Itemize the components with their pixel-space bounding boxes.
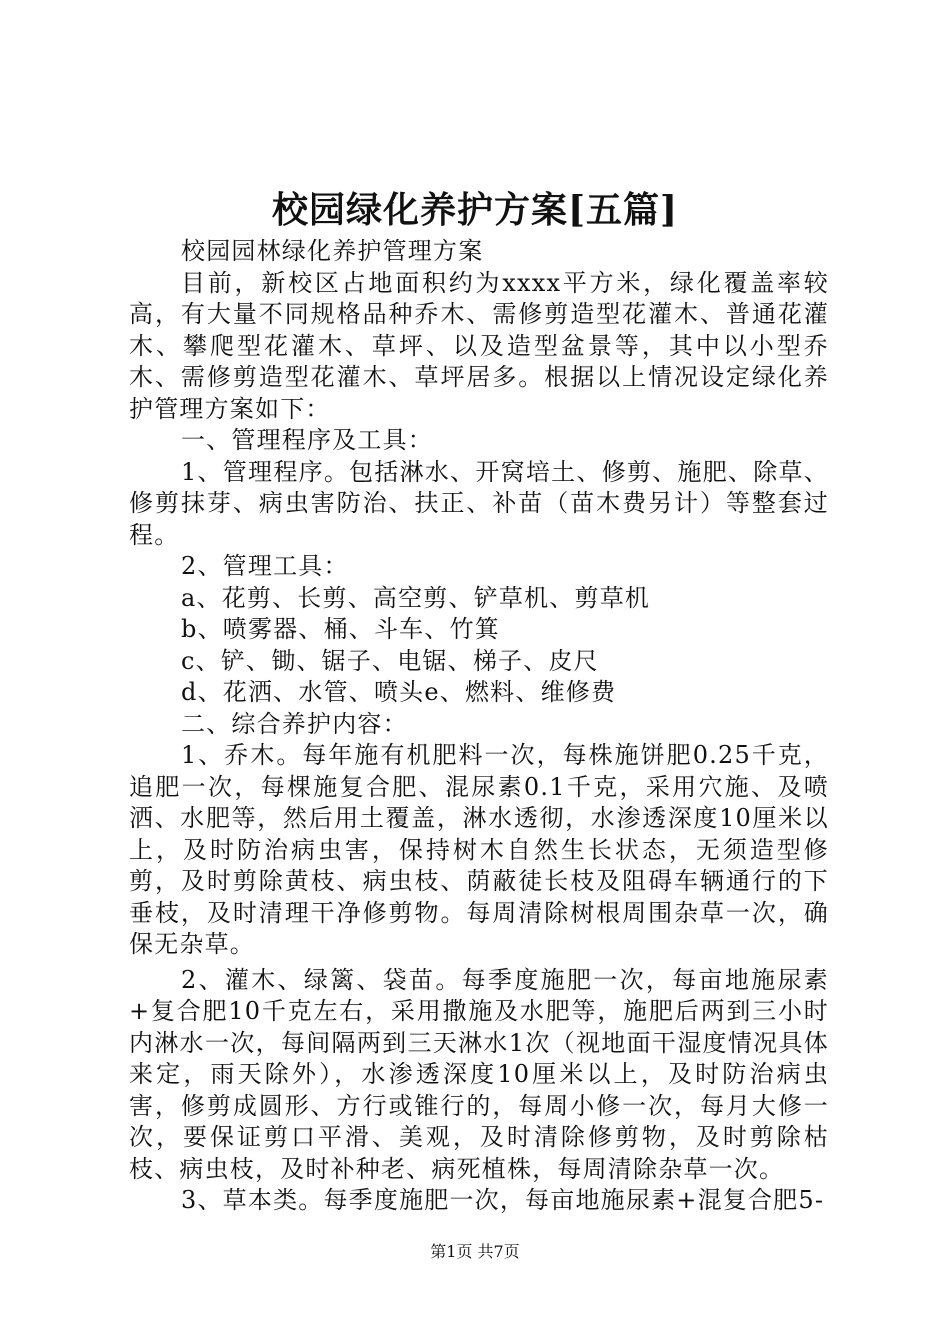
paragraph: c、铲、锄、锯子、电锯、梯子、皮尺 <box>181 646 599 675</box>
paragraph: 1、管理程序。包括淋水、开窝培土、修剪、施肥、除草、修剪抹芽、病虫害防治、扶正、补苗（苗木费另计）等整套过程。 <box>129 457 829 549</box>
paragraph: 2、灌木、绿篱、袋苗。每季度施肥一次，每亩地施尿素+复合肥10千克左右，采用撒施及水肥等，施肥后两到三小时内淋水一次，每间隔两到三天淋水1次（视地面干湿度情况具体来定，雨天除外），水渗透深度10厘米以上，及时防治病虫害，修剪成圆形、方行或锥行的，每周小修一次，每月大修一次，要保证剪口平滑、美观，及时清除修剪物，及时剪除枯枝、病虫枝，及时补种老、病死植株，每周清除杂草一次。 <box>129 965 829 1183</box>
document-title: 校园绿化养护方案[五篇] <box>271 189 679 231</box>
paragraph: 1、乔木。每年施有机肥料一次，每株施饼肥0.25千克，追肥一次，每棵施复合肥、混尿素0.1千克，采用穴施、及喷洒、水肥等，然后用土覆盖，淋水透彻，水渗透深度10厘米以上，及时防治病虫害，保持树木自然生长状态，无须造型修剪，及时剪除黄枝、病虫枝、荫蔽徒长枝及阻碍车辆通行的下垂枝，及时清理干净修剪物。每周清除树根周围杂草一次，确保无杂草。 <box>129 741 829 958</box>
paragraph: 2、管理工具： <box>181 552 349 580</box>
paragraph: 校园园林绿化养护管理方案 <box>181 237 484 265</box>
paragraph: 3、草本类。每季度施肥一次，每亩地施尿素+混复合肥5- <box>181 1186 825 1214</box>
paragraph: 一、管理程序及工具： <box>181 426 433 454</box>
paragraph: a、花剪、长剪、高空剪、铲草机、剪草机 <box>181 583 651 612</box>
paragraph: d、花洒、水管、喷头e、燃料、维修费 <box>181 678 617 706</box>
paragraph: 目前，新校区占地面积约为xxxx平方米，绿化覆盖率较高，有大量不同规格品种乔木、需修剪造型花灌木、普通花灌木、攀爬型花灌木、草坪、以及造型盆景等，其中以小型乔木、需修剪造型花灌木、草坪居多。根据以上情况设定绿化养护管理方案如下： <box>129 268 829 423</box>
paragraph: 二、综合养护内容： <box>181 709 408 738</box>
page-footer: 第1页 共7页 <box>430 1242 520 1261</box>
document-body <box>129 236 829 1217</box>
paragraph: b、喷雾器、桶、斗车、竹箕 <box>181 615 500 643</box>
